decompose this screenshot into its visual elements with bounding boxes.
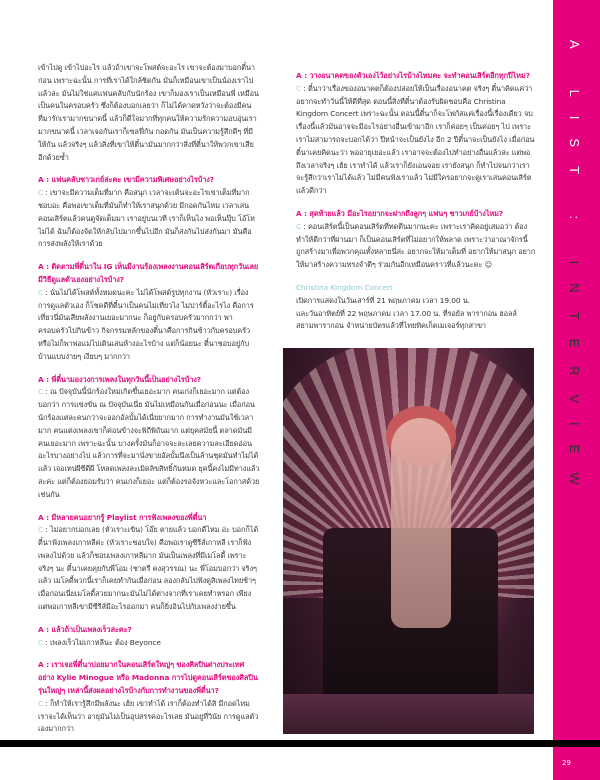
artist-photo [283, 348, 534, 734]
qa-block [38, 659, 260, 736]
answer-label: C [296, 83, 302, 93]
artist-figure [391, 418, 451, 628]
section-prefix: A LIST : [567, 40, 582, 261]
qa-block [296, 208, 536, 272]
event-title: Christina Kingdom Concert [296, 282, 393, 292]
event-info [296, 282, 536, 333]
left-column [38, 62, 260, 746]
question: A : แฟนคลับชาวเกย์ล่ะคะ เขามีความพิเศษอย่างไรบ้าง? [38, 175, 214, 185]
answer: : นั่นไม่ได้โพสต์ทั้งหมดนะคะ ไม่ได้โพสต์รูปทุกงาน (หัวเราะ) เรื่องการดูแลตัวเอง ก็โชคดีที่ตี๋นาเป็นคนไม่เที่ยวไง ไม่ปาร์ตี้อะไรไง คือการเที่ยวนี่มันเสียพลังงานเยอะมากนะ ก็อยู่กับครอบครัวมากกว่า พาครอบครัวไปกินข้าว กิจกรรมหลักของตี๋นาคือการกินข้าวกับครอบครัว หรือไม่ก็พาพ่อแม่ไปเดินเล่นห้างอะไรบ้าง แต่ก็น้อยนะ ตี๋นาชอบอยู่กับบ้านแบบง่ายๆ เงียบๆ มากกว่า [38, 287, 254, 361]
qa-block [38, 174, 260, 251]
answer-label: C [38, 287, 44, 297]
section-name: INTERVIEW [567, 260, 582, 504]
question: A : สุดท้ายแล้ว มีอะไรอยากจะฝากถึงลูกๆ แฟนๆ ชาวเกย์บ้างไหม? [296, 208, 504, 218]
answer: : คอนเสิร์ตนี้เป็นคอนเสิร์ตที่ทดตีนมากนะคะ เพราะเราคิดอยู่เสมอว่า ต้องทำให้ดีกว่าที่ผ่านมา ก็เป็นคอนเสิร์ตที่ไม่อยากให้พลาด เพราะว่าอาณาจักรนี้ถูกสร้างมาเพื่อพวกคุณทั้งหลายนี่ล่ะ อยากจะให้มาเต็มที่ อยากให้มาสนุก อยากให้มาสร้างความทรงจำดีๆ ร่วมกันอีกเหมือนคราวที่แล้วนะคะ ☺ [296, 221, 536, 270]
answer: : ก็ทำให้เรารู้สึกมีพลังนะ เฮ้ย เขาทำได้ เราก็ต้องทำได้สิ มีกอดไหม เราจะได้เห็นว่า อายุมันไม่เป็นอุปสรรคอะไรเลย มันอยู่ที่วินัย การดูแลตัวเองมากกว่า [38, 698, 259, 734]
page-number: 29 [562, 759, 571, 767]
question: A : พี่ตี๋นามองวงการเพลงในทุกวันนี้เป็นอย่างไรบ้าง? [38, 374, 201, 384]
qa-block [38, 512, 260, 614]
qa-block [38, 261, 260, 363]
qa-block [38, 374, 260, 502]
answer-label: C [38, 188, 44, 198]
answer-label: C [38, 637, 44, 647]
answer: : เพลงเร็วไม่เกาหลีนะ ต้อง Beyonce [43, 637, 161, 647]
question: A : วางอนาคตของตัวเองไว้อย่างไรบ้างไหมคะ จะทำคอนเสิร์ตอีกทุกปีไหม? [296, 71, 530, 80]
question: A : ติดตามพี่ตี๋นาใน IG เห็นมีงานร้องเพลงงานคอนเสิร์ตเกือบทุกวันเลย มีวิธีดูแลตัวเองอย่างไรบ้าง? [38, 262, 259, 284]
stage-step [283, 694, 534, 734]
event-line: เปิดการแสดงในวันเสาร์ที่ 21 พฤษภาคม เวลา 19.00 น. [296, 295, 470, 305]
answer: : ตี๋นาว่าเรื่องของอนาคตก็ต้องปล่อยให้เป็นเรื่องอนาคต จริงๆ ตี๋นาคิดแค่ว่าอยากจะทำวันนี้ให้ดีที่สุด ตอนนี้สิ่งที่ตี๋นาต้องรับผิดชอบคือ Christina Kingdom Concert เพราะฉะนั้น ตอนนี้ตี๋นาก็จะโฟกัสแค่เรื่องนี้เรื่องเดียว จบเรื่องนี้แล้วมันอาจจะมีอะไรอย่างอื่นเข้ามาอีก เราก็ค่อยๆ เป็นค่อยๆ ไป เพราะเราไม่สามารถจะบอกได้ว่า ปีหน้าจะเป็นยังไง อีก 2 ปีตี๋นาจะเป็นยังไง เมื่อก่อนตี๋นาเคยคิดนะว่า พออายุเยอะแล้ว เราอาจจะต้องไปทำอย่างอื่นแล้วล่ะ แต่พอถึงเวลาจริงๆ เฮ้ย เราทำได้ แล้วเราก็ยังเอนจอย เรายังสนุก ก็ทำไปจนกว่าเราจะรู้สึกว่าเราไม่ได้แล้ว ไม่มีคนฟังเราแล้ว ไม่มีใครอยากจะดูเราเล่นคอนเสิร์ตแล้วดีกว่า [296, 83, 535, 196]
question: A : เราเจอพี่ตี๋นาบ่อยมากในคอนเสิร์ตใหญ่ๆ ของศิลปินต่างประเทศ อย่าง Kylie Minogue หรือ Madonna การไปดูคอนเสิร์ตของศิลปินรุ่นใหญ่ๆ เหล่านี้ส่งผลอย่างไรบ้างกับการทำงานของพี่ตี๋นา? [38, 660, 258, 696]
answer-label: C [38, 387, 44, 397]
answer: : ไม่อยากบอกเลย (หัวเราะเขิน) โอ๊ย ตายแล้ว บอกดีไหม อ่ะ บอกก็ได้ ตี๋นาฟังเพลงเกาหลีค่ะ (หัวเราะชอบใจ) คือพอเราดูซีรีส์เกาหลี เราก็ฟังเพลงไปด้วย แล้วก็ชอบเพลงเกาหลีมาก มันเป็นเพลงที่มีเมโลดี้ เพราะจริงๆ นะ ตี๋นาเคยคุยกับพี่โอม (ชาตรี คงสุวรรณ) นะ พี่โอมบอกว่า จริงๆ แล้ว เมโลดี้พวกนี้เราก็เคยทำกันเมื่อก่อน ลองกลับไปฟังดูสิเพลงไทยช้าๆ เมื่อก่อนเนี่ยเมโลดี้สวยมากนะมันไม่ได้ต่างจากที่เราเคยทำหรอก เพียงแต่พอเกาหลีเขามีซีรีส์มีอะไรออกมา คนก็ยิ่งอินไปกับเพลงง่ายขึ้น [38, 525, 259, 612]
question: A : มีหลายคนอยากรู้ Playlist การฟังเพลงของพี่ตี๋นา [38, 512, 207, 522]
question: A : แล้วถ้าเป็นเพลงเร็วล่ะคะ? [38, 624, 132, 634]
answer: : เขาจะมีความเต็มที่มาก คือสนุก เวลาจะเต้นจะอะไรเขาเต็มที่มาก ชอบอะ คือพอเขาเต็มที่มันก็ทำให้เราสนุกด้วย มีกอดกันไหม เวลาเล่นคอนเสิร์ตแล้วคนดูจัดเต็มมา เราอยู่บนเวที เราก็เห็นไง พอเห็นปุ๊บ โอ้โห ไม่ได้ ฉันก็ต้องจัดให้กลับไปมากขึ้นไปอีก มันก็ส่งกันไปส่งกันมา มันคือการส่งพลังให้เราด้วย [38, 188, 255, 249]
event-line: สยามพารากอน จำหน่ายบัตรแล้วที่ไทยทิคเก็ตเมเจอร์ทุกสาขา [296, 321, 486, 331]
answer: : ณ ปัจจุบันนี้นักร้องใหม่เกิดขึ้นเยอะมาก คนเก่งก็เยอะมาก แต่ต้องบอกว่า การแข่งขัน ณ ปัจจุบันเนี่ย มันไม่เหมือนกันเมื่อก่อนนะ เมื่อก่อนนักร้องแต่ละคนกว่าจะออกอัลบั้มได้เนี่ยยากมาก การทำงานมันใช้เวลามาก คนแต่งเพลงเขาก็ค่อนข้างจะพิถีพิถันมาก แต่ยุคสมัยนี้ ตลาดมันมีคนเยอะมาก เพราะฉะนั้น บางครั้งมันก็อาจจะละเลยความละเอียดอ่อนอะไรบางอย่างไป แล้วการที่จะมานั่งขายอัลบั้มนึงเป็นล้านชุดมันทำไม่ได้แล้ว เจอเทปผีซีดีผี โหลดเพลงละเมิดลิขสิทธิ์กันหมด ยุคนี้คงไม่มีทางแล้วล่ะค่ะ แต่ก็ต้องยอมรับว่า คนเก่งก็เยอะ แต่ก็ต้องรอจังหวะและโอกาสด้วยเช่นกัน [38, 387, 260, 499]
intro-paragraph: เข้าไปดู เข้าไปอะไร แล้วถ้าเขาจะโพสต์จะอะไร เขาจะต้องมาบอกตี๋นาก่อน เพราะฉะนั้น การที่เราได้ใกล้ชิดกัน มันก็เหมือนเขาเป็นน้องเราไปแล้วล่ะ มันไม่ใช่แค่แฟนคลับกับนักร้อง เขาก็มองเราเป็นเหมือนพี่ เหมือนเป็นคนในครอบครัว ซึ่งก็ต้องบอกเลยว่า ก็ไม่ได้คาดหวังว่าจะต้องมีคนที่มารักเรามากขนาดนี้ แล้วก็ดีใจมากที่ทุกคนให้ความรักความอบอุ่นเรามากขนาดนี้ เวลาเจอกันเราก็เซลฟี่กัน กอดกัน มันเป็นความรู้สึกดีๆ ที่มีให้กัน แล้วจริงๆ แล้วสิ่งที่เขาให้ตี๋นามันมากกว่าสิ่งที่ตี๋นาให้พวกเขาเสียอีกด้วยซ้ำ [38, 63, 259, 162]
answer-label: C [38, 525, 44, 535]
qa-block [296, 70, 536, 198]
answer-label: C [296, 221, 302, 231]
event-line: และวันอาทิตย์ที่ 22 พฤษภาคม เวลา 17.00 น. ที่รอยัล พารากอน ฮอลล์ [296, 308, 517, 318]
qa-block [38, 624, 260, 650]
footer-rule [0, 740, 600, 747]
right-column [296, 70, 536, 333]
answer-label: C [38, 698, 44, 708]
